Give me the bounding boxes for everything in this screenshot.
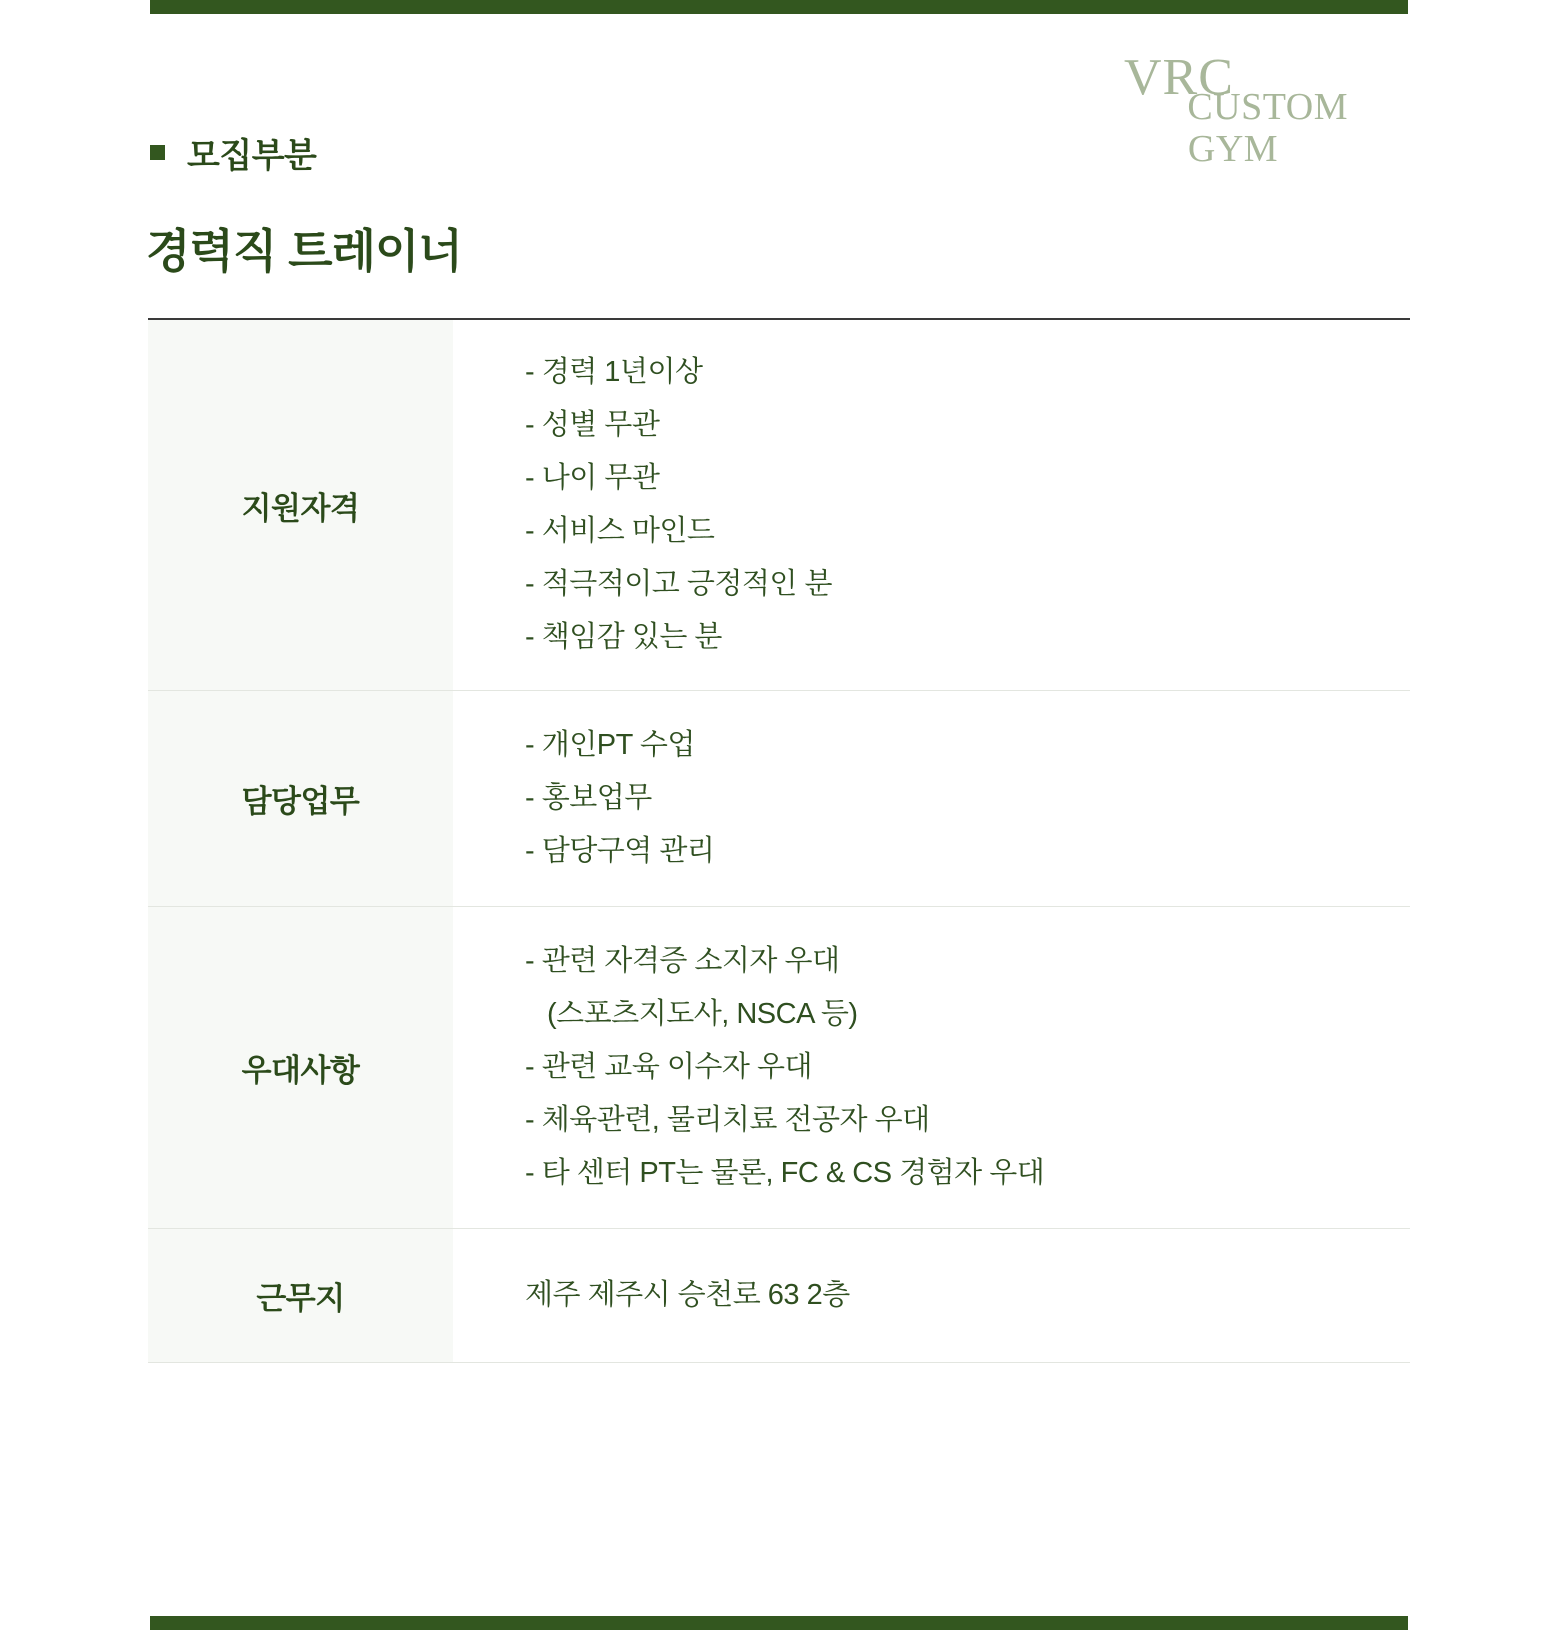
section-label	[150, 128, 316, 177]
list-item: - 관련 교육 이수자 우대	[525, 1051, 813, 1083]
table-row-header: 근무지	[148, 1229, 453, 1362]
list-item: - 홍보업무	[525, 782, 652, 814]
list-item: - 관련 자격증 소지자 우대	[525, 945, 840, 977]
list-item: (스포츠지도사, NSCA 등)	[547, 998, 858, 1030]
brand-logo-line-1: VRC	[1124, 49, 1234, 106]
table-row-header: 우대사항	[148, 907, 453, 1228]
brand-logo	[1118, 49, 1348, 170]
table-row-body	[453, 1229, 1410, 1362]
table-row-header: 지원자격	[148, 320, 453, 690]
top-accent-bar	[150, 0, 1408, 14]
table-row-header: 담당업무	[148, 691, 453, 906]
square-bullet-icon	[150, 145, 165, 160]
table-row	[148, 691, 1410, 907]
list-item: - 서비스 마인드	[525, 515, 715, 547]
list-item: - 개인PT 수업	[525, 729, 695, 761]
list-item: - 담당구역 관리	[525, 835, 715, 867]
list-item: - 체육관련, 물리치료 전공자 우대	[525, 1104, 930, 1136]
recruitment-table	[148, 318, 1410, 1363]
table-row	[148, 907, 1410, 1229]
list-item: - 나이 무관	[525, 462, 660, 494]
list-item: - 경력 1년이상	[525, 356, 703, 388]
table-row-body	[453, 320, 1410, 690]
list-item: - 성별 무관	[525, 409, 660, 441]
list-item: 제주 제주시 승천로 63 2층	[525, 1279, 850, 1311]
table-row	[148, 320, 1410, 691]
list-item: - 타 센터 PT는 물론, FC & CS 경험자 우대	[525, 1157, 1045, 1189]
page-title: 경력직 트레이너	[146, 225, 462, 277]
list-item: - 책임감 있는 분	[525, 621, 722, 653]
list-item: - 적극적이고 긍정적인 분	[525, 568, 832, 600]
table-row	[148, 1229, 1410, 1363]
brand-logo-line-2: CUSTOM	[1187, 86, 1348, 128]
bottom-accent-bar	[150, 1616, 1408, 1630]
section-label-text: 모집부분	[187, 137, 317, 175]
brand-logo-line-3: GYM	[1187, 128, 1279, 170]
table-row-body	[453, 691, 1410, 906]
table-row-body	[453, 907, 1410, 1228]
